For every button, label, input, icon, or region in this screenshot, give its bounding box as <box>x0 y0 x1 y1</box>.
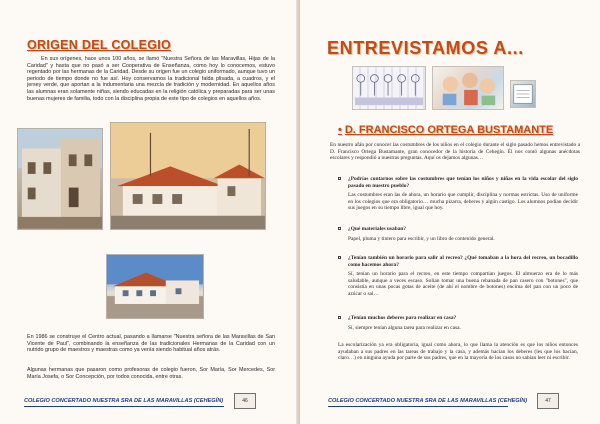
right-footer-rule <box>328 406 508 407</box>
left-footer: COLEGIO CONCERTADO NUESTRA SRA DE LAS MARAVILLAS (CEHEGÍN) <box>24 398 224 404</box>
origin-paragraph-1-text: En sus orígenes, hace unos 100 años, se llamó "Nuestra Señora de las Maravillas, Hijas de la Caridad" y hasta que no pasó a ser Cooperativa de Enseñanza, como hoy lo conocemos, estuvo regentado por las hermanas de la Caridad. Desde su origen fue un colegio uniformado, aunque tuvo un periodo de tiempo donde no fue así. Hoy conservamos la tradicional falda plisada, a cuadros, y el jersey verde, que aportan a la indumentaria una mezcla de tradición y modernidad. En aquellos años las alumnas eran solamente niñas, siendo educadas en la religión católica y preparadas para ser unas buenas mujeres de familia, todo con la disciplina propia de este tipo de colegios en aquellos años. <box>27 56 275 102</box>
right-page-number: 47 <box>537 393 559 409</box>
hands-cartoon-image <box>432 66 504 110</box>
origin-paragraph-3: Algunas hermanas que pasaron como profesoras de colegio fueron, Sor María, Sor Mercedes, Sor María Josefa, o Sor Concepción, por todos conocida, entre otras. <box>27 367 275 380</box>
interviewee-heading <box>338 124 553 136</box>
question-4: ¿Tenían muchos deberes para realizar en casa? <box>348 315 457 321</box>
origin-paragraph-1 <box>27 56 275 102</box>
question-1: ¿Podrías contarnos sobre las costumbres que tenían los niños y niñas en la vida escolar del siglo pasado en nuestro pueblo? <box>348 176 578 189</box>
interview-intro: En nuestro afán por conocer las costumbres de los niños en el colegio durante el siglo pasado hemos entrevistado a D. Francisco Ortega Bustamante, gran conocedor de la historia de Cehegín. Él nos contó algunas anécdotas escolares y respondió a nuestras preguntas. Aquí os dejamos algunas… <box>330 142 580 162</box>
origin-paragraph-2: En 1986 se construye el Centro actual, pasando a llamarse "Nuestra señora de las Maravillas de San Vicente de Paul", combinando la enseñanza de las tradicionales Hermanas de la Caridad con un nutrido grupo de maestros y maestras como ya venía siendo habitual años atrás. <box>27 334 275 354</box>
qa-item-1 <box>338 176 578 212</box>
checkbox-bullet-icon <box>338 177 341 180</box>
school-sketch-photo <box>110 122 266 230</box>
right-page-title: ENTREVISTAMOS A... <box>327 38 524 58</box>
left-page-number: 46 <box>234 393 256 409</box>
answer-2: Papel, pluma y tintero para escribir, y un libro de contenido general. <box>348 235 495 242</box>
left-page-title: ORIGEN DEL COLEGIO <box>27 38 172 52</box>
right-footer: COLEGIO CONCERTADO NUESTRA SRA DE LAS MARAVILLAS (CEHEGÍN) <box>328 398 528 404</box>
old-building-illustration <box>18 129 102 229</box>
notebook-illustration <box>511 81 535 107</box>
answer-4: Sí, siempre tenían alguna tarea para realizar en casa. <box>348 324 461 331</box>
school-building-illustration <box>111 123 265 230</box>
question-2: ¿Qué materiales usaban? <box>348 226 407 232</box>
interviewee-name: D. FRANCISCO ORTEGA BUSTAMANTE <box>344 124 554 136</box>
qa-item-3 <box>338 255 578 298</box>
school-street-photo <box>17 128 103 230</box>
notebook-cartoon-image <box>510 80 536 108</box>
question-3: ¿Tenían también un horario para salir al recreo? ¿Qué tomaban a la hora del recreo, un bocadillo como hacemos ahora? <box>348 255 578 268</box>
qa-item-2 <box>338 226 578 242</box>
checkbox-bullet-icon <box>338 227 341 230</box>
children-cartoon-image <box>352 66 426 110</box>
current-school-photo <box>106 254 204 319</box>
answer-3: Sí, tenían un horario para el recreo, en este tiempo compartían juegos. El almuerzo era de lo más saludable, aunque a veces escaso. Solían tomar una buena rebanada de pan casero con "botones", que consistía en unas pocas gotas de aceite (de ahí el nombre de botones) encima del pan con un poco de azúcar o sal… <box>348 271 578 297</box>
interview-closing: La escolarización ya era obligatoria, igual como ahora, lo que llama la atención es que los niños entonces ayudaban a sus padres en las tareas de trabajo y la casa, y además hacían los deberes (les que los hacían, claro…) en ninguna ayuda por parte de sus padres, que en la mayoría de los casos no sabían leer ni escribir. <box>338 342 578 362</box>
modern-school-illustration <box>107 255 203 319</box>
qa-item-4 <box>338 315 578 331</box>
raised-hands-illustration <box>433 67 503 109</box>
checkbox-bullet-icon <box>338 316 341 319</box>
bullet-icon: • <box>338 124 342 136</box>
children-drawing-illustration <box>353 67 425 109</box>
checkbox-bullet-icon <box>338 256 341 259</box>
answer-1: Las costumbres eran las de ahora, un horario que cumplir, disciplina y normas estrictas. Uso de uniforme en los colegios que era obligatorio… mucha pizarra, deberes y algún castigo. Los alumnos podían decidir sus juegos en su tiempo libre, igual que hoy. <box>348 192 578 212</box>
left-footer-rule <box>24 406 224 407</box>
